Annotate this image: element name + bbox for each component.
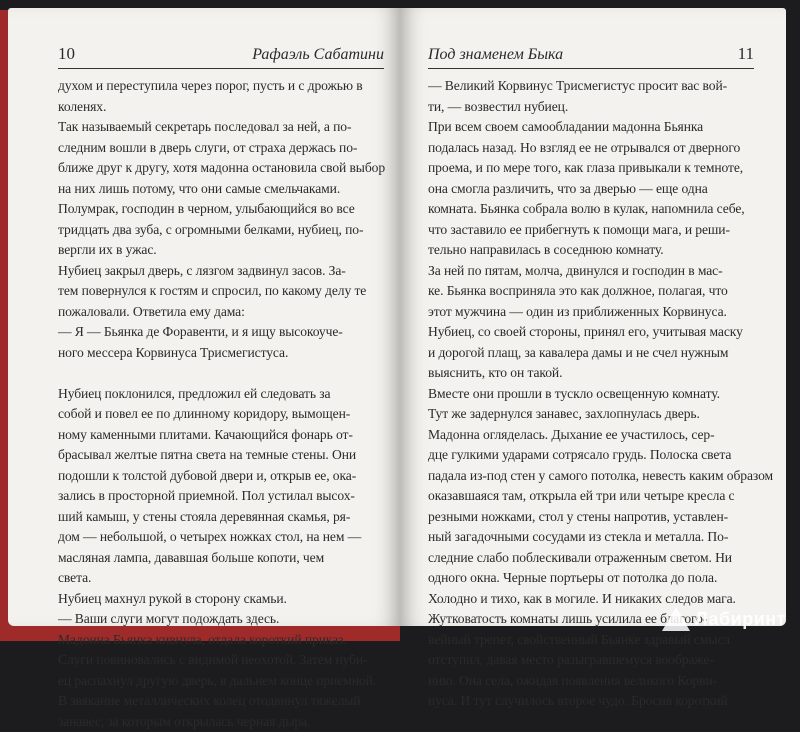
text-line: Мадонна огляделась. Дыхание ее участилось, сер-	[428, 425, 754, 446]
text-line: ному каменными плитами. Качающийся фонарь от-	[58, 425, 384, 446]
text-line: За ней по пятам, молча, двинулся и господин в мас-	[428, 261, 754, 282]
text-line: вейный трепет, свойственный Бьянке здравый смысл	[428, 630, 754, 651]
text-line: ке. Бьянка восприняла это как должное, полагая, что	[428, 281, 754, 302]
text-line: Так называемый секретарь последовал за ней, а по-	[58, 117, 384, 138]
text-line: тем повернулся к гостям и спросил, по какому делу те	[58, 281, 384, 302]
text-line: — Я — Бьянка де Форавенти, и я ищу высокоуче-	[58, 322, 384, 343]
text-line: Нубиец поклонился, предложил ей следовать за	[58, 384, 384, 405]
right-running-head: Под знаменем Быка	[428, 46, 563, 64]
text-line: отступил, давая место разыгравшемуся воображе-	[428, 650, 754, 671]
text-line: тридцать два зуба, с огромными белками, нубиец, по-	[58, 220, 384, 241]
text-line: — Великий Корвинус Трисмегистус просит вас вой-	[428, 76, 754, 97]
text-line: следним вошли в дверь слуги, от страха держась по-	[58, 138, 384, 159]
right-page	[400, 8, 786, 626]
left-running-head: Рафаэль Сабатини	[252, 46, 384, 64]
text-line: дце гулкими ударами сотрясало грудь. Полоска света	[428, 445, 754, 466]
text-line: подошли к толстой дубовой двери и, открыв ее, ока-	[58, 466, 384, 487]
text-line: занавес, за которым открылась черная дыра.	[58, 712, 384, 732]
text-line: масляная лампа, дававшая больше копоти, чем	[58, 548, 384, 569]
text-line: вергли их в ужас.	[58, 240, 384, 261]
text-line: Нубиец махнул рукой в сторону скамьи.	[58, 589, 384, 610]
left-page-header	[58, 42, 384, 64]
text-line: на них лишь потому, что они самые смельчаками.	[58, 179, 384, 200]
watermark-brand: Лабиринт	[695, 609, 786, 630]
text-line: Мадонна Бьянка кивнула, отдала короткий приказ.	[58, 630, 384, 651]
text-line: ец распахнул другую дверь, в дальнем конце приемной.	[58, 671, 384, 692]
text-line: Слуги повиновались с видимой неохотой. Затем нуби-	[58, 650, 384, 671]
text-line: одного окна. Черные портьеры от потолка до пола.	[428, 568, 754, 589]
left-page-body	[58, 76, 384, 732]
text-line: комната. Бьянка собрала волю в кулак, напомнила себе,	[428, 199, 754, 220]
right-page-number: 11	[738, 44, 754, 64]
text-line: Жутковатость комнаты лишь усилила ее благого-	[428, 609, 754, 630]
text-line: Полумрак, господин в черном, улыбающийся во все	[58, 199, 384, 220]
text-line: При всем своем самообладании мадонна Бьянка	[428, 117, 754, 138]
text-line: нуса. И тут случилось второе чудо. Бросив короткий	[428, 691, 754, 712]
text-line: собой и повел ее по длинному коридору, вымощен-	[58, 404, 384, 425]
text-line: проема, и по мере того, как глаза привыкали к темноте,	[428, 158, 754, 179]
text-line: дом — небольшой, о четырех ножках стол, на нем —	[58, 527, 384, 548]
text-line: следние слабо поблескивали отраженным светом. Ни	[428, 548, 754, 569]
text-line: В звякание металлических колец отодвинул тяжелый	[58, 691, 384, 712]
text-line: ный загадочными сосудами из стекла и металла. По-	[428, 527, 754, 548]
text-line: — Ваши слуги могут подождать здесь.	[58, 609, 384, 630]
left-page	[8, 8, 400, 626]
text-line: подалась назад. Но взгляд ее не отрывался от дверного	[428, 138, 754, 159]
text-line: пожаловали. Ответила ему дама:	[58, 302, 384, 323]
watermark-logo	[662, 599, 786, 639]
text-line: ший камыш, у стены стояла деревянная скамья, ря-	[58, 507, 384, 528]
text-line: Холодно и тихо, как в могиле. И никаких следов мага.	[428, 589, 754, 610]
text-line: падала из-под стен у самого потолка, невесть каким образом	[428, 466, 754, 487]
text-line: и дорогой плащ, за кавалера дамы и не счел нужным	[428, 343, 754, 364]
text-line: нию. Она села, ожидая появления великого Корви-	[428, 671, 754, 692]
text-line: ближе друг к другу, хотя мадонна остановила свой выбор	[58, 158, 384, 179]
text-line: духом и переступила через порог, пусть и с дрожью в	[58, 76, 384, 97]
text-line: Вместе они прошли в тускло освещенную комнату.	[428, 384, 754, 405]
text-line: тельно направилась в соседнюю комнату.	[428, 240, 754, 261]
right-header-rule	[428, 68, 754, 69]
text-line: Тут же задернулся занавес, захлопнулась дверь.	[428, 404, 754, 425]
left-header-rule	[58, 68, 384, 69]
text-line: этот мужчина — один из приближенных Корвинуса.	[428, 302, 754, 323]
text-line: она смогла различить, что за дверью — еще одна	[428, 179, 754, 200]
text-line: ти, — возвестил нубиец.	[428, 97, 754, 118]
right-page-header	[428, 42, 754, 64]
text-line	[58, 363, 384, 384]
text-line: Нубиец закрыл дверь, с лязгом задвинул засов. За-	[58, 261, 384, 282]
text-line: выяснить, кто он такой.	[428, 363, 754, 384]
text-line: что заставило ее прибегнуть к помощи мага, и реши-	[428, 220, 754, 241]
text-line: ного мессера Корвинуса Трисмегистуса.	[58, 343, 384, 364]
text-line: оказавшаяся там, открыла ей три или четыре кресла с	[428, 486, 754, 507]
left-page-number: 10	[58, 44, 75, 64]
text-line: брасывал желтые пятна света на темные стены. Они	[58, 445, 384, 466]
text-line: резными ножками, стол у стены напротив, уставлен-	[428, 507, 754, 528]
labyrinth-logo-icon	[662, 607, 690, 631]
text-line: коленях.	[58, 97, 384, 118]
text-line: Нубиец, со своей стороны, принял его, учитывая маску	[428, 322, 754, 343]
text-line: света.	[58, 568, 384, 589]
text-line: зались в просторной приемной. Пол устилал высох-	[58, 486, 384, 507]
